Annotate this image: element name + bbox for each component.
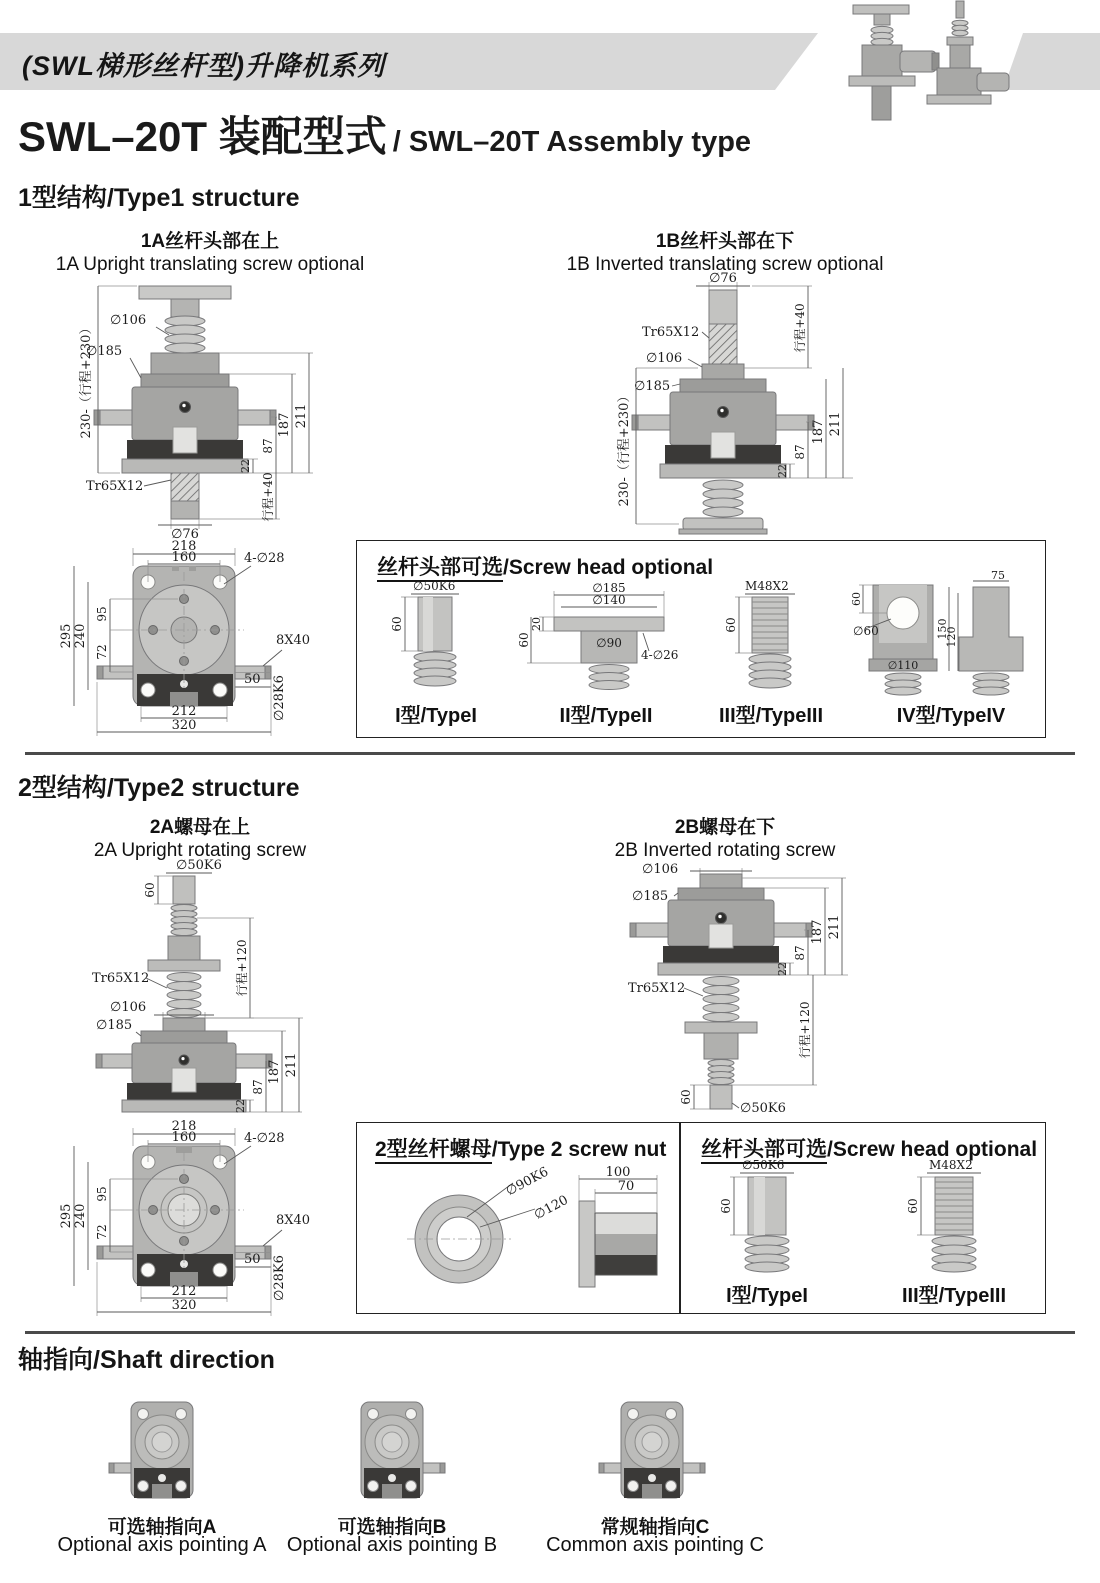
dim-20: 20	[530, 617, 543, 631]
dim-left: 230-（行程+230）	[617, 389, 632, 507]
type2-label: II型/TypeII	[559, 705, 653, 727]
section1-heading: 1型结构/Type1 structure	[18, 184, 300, 212]
dim-stroke40: 行程+40	[261, 472, 275, 522]
dim-d120: ∅120	[531, 1192, 571, 1224]
dim-d50k6: ∅50K6	[176, 858, 222, 873]
nut-box-title-zh: 2型丝杆螺母	[375, 1138, 492, 1164]
divider-1	[25, 752, 1075, 755]
dim-187: 187	[267, 1059, 282, 1085]
fig2a-title	[35, 816, 365, 862]
shaft-b-label-zh: 可选轴指向B	[337, 1517, 447, 1538]
dim-60: 60	[906, 1198, 920, 1214]
fig1b-title-en: 1B Inverted translating screw optional	[566, 254, 884, 275]
dim-87: 87	[793, 444, 807, 460]
flange-view-type2	[58, 1120, 358, 1320]
type4-label: IV型/TypeIV	[896, 705, 1006, 727]
dim-d185: ∅185	[96, 1018, 133, 1033]
screw-head-type3-drawing	[715, 581, 825, 693]
dim-211: 211	[284, 1052, 299, 1078]
series-title: (SWL梯形丝杆型)升降机系列	[22, 51, 385, 81]
dim-d185: ∅185	[592, 581, 626, 595]
dim-50: 50	[244, 1252, 261, 1267]
dim-50: 50	[244, 672, 261, 687]
fig1b-title	[560, 230, 890, 276]
divider-2	[25, 1331, 1075, 1334]
dim-87: 87	[251, 1079, 265, 1095]
page-title-zh: SWL–20T 装配型式	[18, 113, 387, 160]
fig1a-drawing	[72, 276, 352, 540]
dim-d106: ∅106	[110, 313, 147, 328]
screw-head-type4-drawing	[850, 569, 1036, 703]
dim-d185: ∅185	[86, 344, 123, 359]
dim-60: 60	[719, 1198, 733, 1214]
dim-60: 60	[143, 882, 157, 898]
fig2a-title-zh: 2A螺母在上	[149, 817, 251, 838]
dim-d50k6: ∅50K6	[742, 1158, 785, 1172]
dim-211: 211	[828, 411, 843, 437]
dim-d106: ∅106	[646, 351, 683, 366]
dim-87: 87	[261, 438, 275, 454]
dim-160: 160	[171, 1130, 197, 1145]
dim-72: 72	[95, 644, 109, 660]
dim-d90: ∅90	[596, 636, 622, 650]
nut-box-title-en: /Type 2 screw nut	[491, 1138, 667, 1161]
shaft-a-label-zh: 可选轴指向A	[107, 1517, 217, 1538]
dim-d185: ∅185	[632, 889, 669, 904]
dim-thread: Tr65X12	[86, 479, 144, 494]
screw-head-optional-box-1	[356, 540, 1046, 738]
product-images	[815, 0, 1030, 125]
dim-150: 150	[936, 618, 949, 640]
dim-240: 240	[73, 1203, 88, 1229]
product-image-jack-1a	[849, 5, 939, 120]
dim-95: 95	[95, 606, 109, 622]
dim-320: 320	[171, 718, 197, 733]
screw-head-type2-drawing	[517, 581, 685, 693]
dim-left: 230-（行程+230）	[79, 321, 94, 439]
dim-120: 120	[945, 626, 958, 648]
shaft-c-label-en: Common axis pointing C	[546, 1534, 764, 1556]
dim-m48x2: M48X2	[929, 1158, 973, 1172]
dim-d28k6: ∅28K6	[272, 675, 287, 721]
page-title-en: / SWL–20T Assembly type	[392, 126, 752, 158]
dim-22: 22	[776, 962, 789, 976]
dim-60: 60	[850, 592, 863, 606]
box-divider	[679, 1123, 681, 1313]
dim-d50k6: ∅50K6	[413, 579, 456, 593]
screw-nut-drawing	[363, 1157, 675, 1305]
dim-4d26: 4-∅26	[641, 648, 679, 662]
dim-d106: ∅106	[642, 862, 679, 877]
dim-4d28: 4-∅28	[244, 1131, 285, 1146]
dim-thread: Tr65X12	[628, 981, 686, 996]
dim-d76: ∅76	[709, 271, 737, 286]
dim-95: 95	[95, 1186, 109, 1202]
dim-thread: Tr65X12	[642, 325, 700, 340]
type1-label: I型/TypeI	[726, 1285, 808, 1307]
screw-head2-type1-drawing	[712, 1159, 822, 1275]
dim-d140: ∅140	[592, 593, 626, 607]
dim-160: 160	[171, 550, 197, 565]
fig2b-title-en: 2B Inverted rotating screw	[614, 840, 836, 861]
dim-60: 60	[517, 632, 531, 648]
dim-d110: ∅110	[887, 659, 919, 672]
dim-d185: ∅185	[634, 379, 671, 394]
dim-187: 187	[810, 919, 825, 945]
fig1a-title	[45, 230, 375, 276]
dim-75: 75	[991, 569, 1005, 582]
dim-thread: Tr65X12	[92, 971, 150, 986]
box1-title-zh: 丝杆头部可选	[377, 556, 503, 582]
dim-212: 212	[171, 1284, 197, 1299]
type3-label: III型/TypeIII	[901, 1285, 1007, 1307]
dim-295: 295	[59, 1203, 74, 1229]
page-title	[18, 104, 751, 164]
fig1b-drawing	[608, 272, 908, 544]
box1-title-en: /Screw head optional	[503, 556, 714, 579]
section2-heading: 2型结构/Type2 structure	[18, 774, 300, 802]
fig1a-title-zh: 1A丝杆头部在上	[140, 231, 280, 252]
dim-187: 187	[277, 412, 292, 438]
fig2b-title-zh: 2B螺母在下	[674, 817, 776, 838]
shaft-direction-a-drawing	[107, 1396, 217, 1508]
dim-22: 22	[239, 459, 252, 473]
dim-218: 218	[171, 539, 197, 554]
dim-72: 72	[95, 1224, 109, 1240]
dim-22: 22	[776, 464, 789, 478]
type2-options-box	[356, 1122, 1046, 1314]
section3-heading: 轴指向/Shaft direction	[18, 1346, 275, 1374]
type1-label: I型/TypeI	[395, 705, 477, 727]
box2-title-en: /Screw head optional	[827, 1138, 1038, 1161]
dim-187: 187	[811, 419, 826, 445]
shaft-direction-c-drawing	[597, 1396, 707, 1508]
dim-m48x2: M48X2	[745, 579, 789, 593]
box2-title-zh: 丝杆头部可选	[701, 1138, 827, 1164]
dim-60: 60	[679, 1089, 693, 1105]
dim-d28k6: ∅28K6	[272, 1255, 287, 1301]
dim-212: 212	[171, 704, 197, 719]
dim-60: 60	[724, 617, 738, 633]
dim-60: 60	[390, 616, 404, 632]
dim-d106: ∅106	[110, 1000, 147, 1015]
shaft-c-label-zh: 常规轴指向C	[600, 1517, 710, 1538]
shaft-b-label-en: Optional axis pointing B	[286, 1534, 498, 1556]
dim-87: 87	[793, 945, 807, 961]
shaft-a-label-en: Optional axis pointing A	[57, 1534, 267, 1556]
fig2a-drawing	[84, 860, 354, 1116]
fig1a-title-en: 1A Upright translating screw optional	[55, 254, 365, 275]
dim-d76: ∅76	[171, 527, 199, 542]
fig2b-drawing	[608, 860, 908, 1116]
dim-stroke120: 行程+120	[798, 1001, 812, 1059]
dim-d50k6: ∅50K6	[740, 1101, 786, 1116]
dim-100: 100	[605, 1165, 631, 1180]
flange-view-type1	[58, 540, 358, 740]
shaft-direction-b-drawing	[337, 1396, 447, 1508]
dim-4d28: 4-∅28	[244, 551, 285, 566]
screw-head-type1-drawing	[385, 581, 495, 693]
fig1b-title-zh: 1B丝杆头部在下	[655, 231, 795, 252]
dim-70: 70	[617, 1179, 635, 1194]
dim-d60: ∅60	[853, 624, 879, 638]
dim-211: 211	[294, 403, 309, 429]
box1-title	[377, 551, 713, 581]
dim-240: 240	[73, 623, 88, 649]
screw-head2-type3-drawing	[899, 1159, 1009, 1275]
dim-295: 295	[59, 623, 74, 649]
fig2a-title-en: 2A Upright rotating screw	[93, 840, 307, 861]
fig2b-title	[560, 816, 890, 862]
dim-22: 22	[234, 1099, 247, 1113]
dim-218: 218	[171, 1119, 197, 1134]
dim-211: 211	[827, 914, 842, 940]
type3-label: III型/TypeIII	[718, 705, 824, 727]
dim-d90k6: ∅90K6	[503, 1164, 552, 1200]
dim-8x40: 8X40	[276, 1213, 311, 1228]
dim-stroke120: 行程+120	[235, 939, 249, 997]
dim-stroke40: 行程+40	[793, 303, 807, 353]
dim-320: 320	[171, 1298, 197, 1313]
dim-8x40: 8X40	[276, 633, 311, 648]
